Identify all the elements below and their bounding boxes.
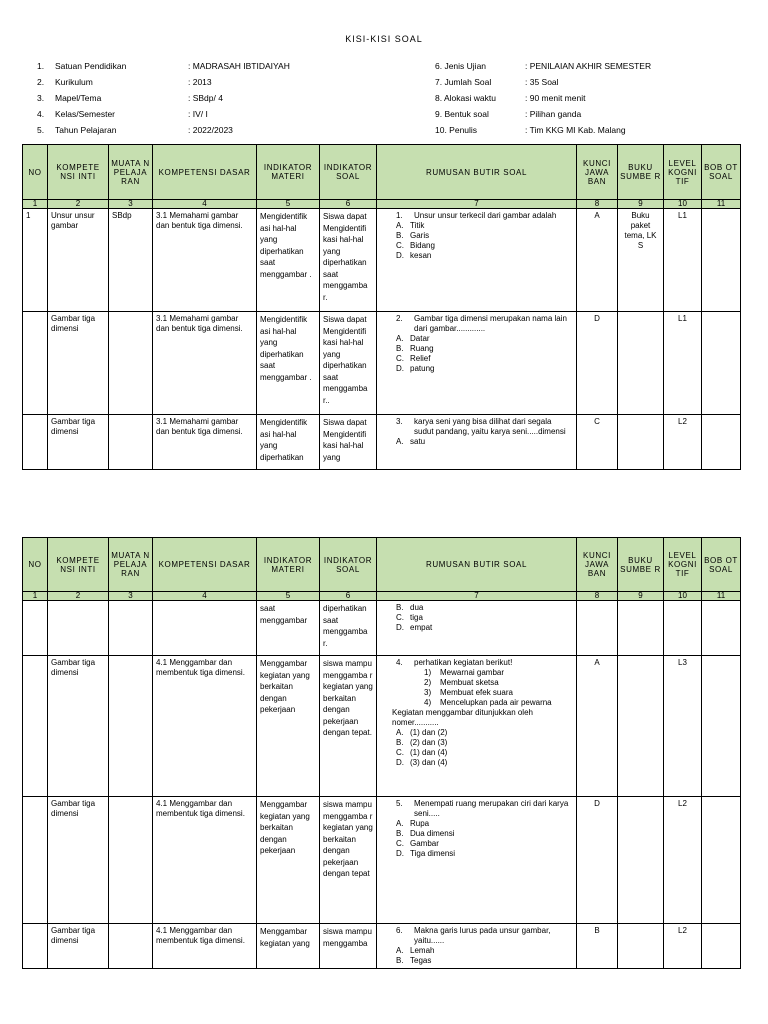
- cell-buku-sumber: Buku paket tema, LK S: [618, 209, 664, 312]
- answer-option: [380, 603, 573, 613]
- meta-value: : SBdp/ 4: [188, 93, 223, 103]
- answer-option: [380, 956, 573, 966]
- cell-level-kognitif: L2: [664, 797, 702, 924]
- column-number: 3: [109, 200, 153, 209]
- cell-indikator-soal: siswa mampu menggamba r kegiatan yang berkaitan dengan pekerjaan dengan tepat: [320, 797, 377, 924]
- header-buku-sumber: BUKU SUMBE R: [618, 538, 664, 592]
- cell-rumusan-soal: [377, 209, 577, 312]
- column-number: 2: [48, 200, 109, 209]
- cell-indikator-soal: Siswa dapat Mengidentifi kasi hal-hal yang diperhatikan saat menggamba r..: [320, 312, 377, 415]
- answer-option: [380, 946, 573, 956]
- option-text: (1) dan (2): [410, 728, 448, 737]
- cell-no: 1: [23, 209, 48, 312]
- kisi-kisi-table-1: [22, 144, 741, 470]
- cell-kunci-jawaban: D: [577, 797, 618, 924]
- sub-number: 4): [424, 698, 432, 707]
- option-letter: D.: [396, 758, 404, 767]
- cell-kompetensi-inti: Gambar tiga dimensi: [48, 656, 109, 797]
- question-line: [380, 417, 573, 437]
- cell-buku-sumber: [618, 797, 664, 924]
- meta-num: 5.: [37, 125, 45, 135]
- cell-muatan: SBdp: [109, 209, 153, 312]
- meta-label: 9. Bentuk soal: [435, 109, 489, 119]
- header-muatan-pelajaran: MUATA N PELAJA RAN: [109, 538, 153, 592]
- option-letter: A.: [396, 437, 404, 446]
- option-letter: B.: [396, 603, 404, 612]
- column-number: 4: [153, 592, 257, 601]
- meta-value: : 2013: [188, 77, 212, 87]
- answer-option: [380, 437, 573, 447]
- option-letter: C.: [396, 748, 404, 757]
- cell-kompetensi-dasar: 3.1 Memahami gambar dan bentuk tiga dimensi.: [153, 209, 257, 312]
- table-row: [23, 797, 741, 924]
- cell-buku-sumber: [618, 656, 664, 797]
- cell-level-kognitif: L1: [664, 209, 702, 312]
- question-line: [380, 799, 573, 819]
- meta-value: : 35 Soal: [525, 77, 559, 87]
- sub-text: Mewarnai gambar: [440, 668, 505, 677]
- answer-option: [380, 344, 573, 354]
- cell-indikator-materi: Mengidentifik asi hal-hal yang diperhatikan saat menggambar .: [257, 312, 320, 415]
- question-number: 6.: [396, 926, 403, 935]
- cell-rumusan-soal: [377, 656, 577, 797]
- meta-label: Satuan Pendidikan: [55, 61, 127, 71]
- option-text: (2) dan (3): [410, 738, 448, 747]
- option-letter: A.: [396, 819, 404, 828]
- answer-option: [380, 728, 573, 738]
- cell-level-kognitif: L2: [664, 415, 702, 470]
- answer-option: [380, 738, 573, 748]
- cell-kompetensi-dasar: 4.1 Menggambar dan membentuk tiga dimensi.: [153, 924, 257, 969]
- header-kompetensi-inti: KOMPETE NSI INTI: [48, 145, 109, 200]
- question-line: [380, 658, 573, 668]
- sub-item: [380, 688, 573, 698]
- cell-kunci-jawaban: C: [577, 415, 618, 470]
- meta-num: 2.: [37, 77, 45, 87]
- option-letter: A.: [396, 221, 404, 230]
- cell-kompetensi-inti: Gambar tiga dimensi: [48, 312, 109, 415]
- option-text: Dua dimensi: [410, 829, 455, 838]
- option-letter: C.: [396, 839, 404, 848]
- header-bobot-soal: BOB OT SOAL: [702, 145, 741, 200]
- option-text: Datar: [410, 334, 430, 343]
- option-text: Relief: [410, 354, 431, 363]
- header-indikator-materi: INDIKATOR MATERI: [257, 538, 320, 592]
- cell-no: [23, 415, 48, 470]
- option-letter: D.: [396, 849, 404, 858]
- cell-kompetensi-inti: Unsur unsur gambar: [48, 209, 109, 312]
- cell-buku-sumber: [618, 601, 664, 656]
- header-muatan-pelajaran: MUATA N PELAJA RAN: [109, 145, 153, 200]
- question-text: perhatikan kegiatan berikut!: [414, 658, 513, 667]
- option-letter: A.: [396, 946, 404, 955]
- cell-rumusan-soal: [377, 797, 577, 924]
- option-text: patung: [410, 364, 435, 373]
- meta-label: 6. Jenis Ujian: [435, 61, 487, 71]
- option-letter: C.: [396, 241, 404, 250]
- table-row: [23, 312, 741, 415]
- cell-bobot-soal: [702, 601, 741, 656]
- option-text: Bidang: [410, 241, 435, 250]
- answer-option: [380, 829, 573, 839]
- option-letter: A.: [396, 728, 404, 737]
- cell-kunci-jawaban: A: [577, 656, 618, 797]
- header-kompetensi-dasar: KOMPETENSI DASAR: [153, 145, 257, 200]
- question-line: [380, 211, 573, 221]
- meta-value: : 2022/2023: [188, 125, 233, 135]
- option-text: (3) dan (4): [410, 758, 448, 767]
- option-letter: B.: [396, 829, 404, 838]
- header-row: [23, 538, 741, 592]
- cell-buku-sumber: [618, 415, 664, 470]
- meta-label: Kelas/Semester: [55, 109, 115, 119]
- meta-label: 10. Penulis: [435, 125, 478, 135]
- header-row: [23, 145, 741, 200]
- meta-row: [37, 106, 290, 122]
- cell-kompetensi-dasar: [153, 601, 257, 656]
- option-letter: D.: [396, 364, 404, 373]
- meta-label: 8. Alokasi waktu: [435, 93, 496, 103]
- header-rumusan-butir-soal: RUMUSAN BUTIR SOAL: [377, 538, 577, 592]
- table-row: [23, 415, 741, 470]
- cell-level-kognitif: [664, 601, 702, 656]
- header-bobot-soal: BOB OT SOAL: [702, 538, 741, 592]
- option-letter: D.: [396, 623, 404, 632]
- answer-option: [380, 758, 573, 768]
- cell-kompetensi-dasar: 4.1 Menggambar dan membentuk tiga dimensi.: [153, 656, 257, 797]
- cell-rumusan-soal: [377, 415, 577, 470]
- meta-row: [435, 58, 651, 74]
- question-number: 2.: [396, 314, 403, 323]
- meta-value: : Pilihan ganda: [525, 109, 582, 119]
- option-text: Rupa: [410, 819, 430, 828]
- cell-no: [23, 924, 48, 969]
- answer-option: [380, 221, 573, 231]
- cell-level-kognitif: L2: [664, 924, 702, 969]
- meta-label: Tahun Pelajaran: [55, 125, 117, 135]
- option-text: Tiga dimensi: [410, 849, 456, 858]
- option-letter: B.: [396, 231, 404, 240]
- meta-row: [435, 122, 651, 138]
- cell-no: [23, 656, 48, 797]
- table-row: [23, 209, 741, 312]
- question-note: Kegiatan menggambar ditunjukkan oleh nomer...........: [392, 708, 533, 727]
- header-kompetensi-inti: KOMPETE NSI INTI: [48, 538, 109, 592]
- document-title: KISI-KISI SOAL: [345, 34, 423, 44]
- column-number-row: [23, 592, 741, 601]
- column-number: 2: [48, 592, 109, 601]
- cell-muatan: [109, 415, 153, 470]
- cell-kunci-jawaban: [577, 601, 618, 656]
- question-text: Makna garis lurus pada unsur gambar, yaitu......: [414, 926, 551, 945]
- cell-bobot-soal: [702, 797, 741, 924]
- cell-muatan: [109, 656, 153, 797]
- cell-kunci-jawaban: A: [577, 209, 618, 312]
- column-number: 11: [702, 200, 741, 209]
- meta-row: [37, 58, 290, 74]
- question-line: [380, 314, 573, 334]
- header-indikator-soal: INDIKATOR SOAL: [320, 145, 377, 200]
- column-number: 1: [23, 200, 48, 209]
- option-text: Ruang: [410, 344, 434, 353]
- kisi-kisi-table-2: [22, 537, 741, 969]
- cell-level-kognitif: L1: [664, 312, 702, 415]
- cell-buku-sumber: [618, 312, 664, 415]
- header-kunci-jawaban: KUNCI JAWA BAN: [577, 538, 618, 592]
- cell-kompetensi-dasar: 3.1 Memahami gambar dan bentuk tiga dimensi.: [153, 312, 257, 415]
- meta-row: [435, 74, 651, 90]
- header-indikator-soal: INDIKATOR SOAL: [320, 538, 377, 592]
- cell-bobot-soal: [702, 924, 741, 969]
- cell-kompetensi-dasar: 3.1 Memahami gambar dan bentuk tiga dimensi.: [153, 415, 257, 470]
- question-number: 4.: [396, 658, 403, 667]
- meta-value: : PENILAIAN AKHIR SEMESTER: [525, 61, 652, 71]
- column-number: 5: [257, 200, 320, 209]
- option-letter: D.: [396, 251, 404, 260]
- option-text: Tegas: [410, 956, 432, 965]
- column-number: 5: [257, 592, 320, 601]
- cell-indikator-materi: Menggambar kegiatan yang berkaitan dengan pekerjaan: [257, 797, 320, 924]
- header-rumusan-butir-soal: RUMUSAN BUTIR SOAL: [377, 145, 577, 200]
- cell-kunci-jawaban: B: [577, 924, 618, 969]
- cell-kunci-jawaban: D: [577, 312, 618, 415]
- sub-number: 2): [424, 678, 432, 687]
- header-kompetensi-dasar: KOMPETENSI DASAR: [153, 538, 257, 592]
- cell-kompetensi-inti: [48, 601, 109, 656]
- column-number: 9: [618, 592, 664, 601]
- cell-indikator-soal: siswa mampu menggamba: [320, 924, 377, 969]
- question-text: karya seni yang bisa dilihat dari segala sudut pandang, yaitu karya seni.....dimensi: [414, 417, 566, 436]
- cell-bobot-soal: [702, 209, 741, 312]
- option-text: Garis: [410, 231, 430, 240]
- option-text: (1) dan (4): [410, 748, 448, 757]
- option-text: tiga: [410, 613, 423, 622]
- cell-kompetensi-inti: Gambar tiga dimensi: [48, 924, 109, 969]
- answer-option: [380, 819, 573, 829]
- sub-item: [380, 698, 573, 708]
- meta-row: [37, 122, 290, 138]
- cell-rumusan-soal: [377, 312, 577, 415]
- column-number: 4: [153, 200, 257, 209]
- column-number: 3: [109, 592, 153, 601]
- column-number: 9: [618, 200, 664, 209]
- meta-left: [37, 58, 290, 138]
- cell-kompetensi-dasar: 4.1 Menggambar dan membentuk tiga dimensi.: [153, 797, 257, 924]
- meta-value: : IV/ I: [188, 109, 208, 119]
- question-number: 1.: [396, 211, 403, 220]
- cell-muatan: [109, 312, 153, 415]
- answer-option: [380, 839, 573, 849]
- answer-option: [380, 364, 573, 374]
- sub-text: Membuat sketsa: [440, 678, 499, 687]
- option-letter: B.: [396, 738, 404, 747]
- meta-row: [37, 74, 290, 90]
- column-number: 10: [664, 592, 702, 601]
- meta-label: Mapel/Tema: [55, 93, 102, 103]
- column-number: 8: [577, 592, 618, 601]
- meta-label: Kurikulum: [55, 77, 93, 87]
- question-line: [380, 926, 573, 946]
- meta-value: : MADRASAH IBTIDAIYAH: [188, 61, 290, 71]
- cell-level-kognitif: L3: [664, 656, 702, 797]
- option-letter: C.: [396, 354, 404, 363]
- cell-indikator-materi: Mengidentifik asi hal-hal yang diperhatikan saat menggambar .: [257, 209, 320, 312]
- option-letter: A.: [396, 334, 404, 343]
- column-number: 6: [320, 592, 377, 601]
- meta-row: [435, 90, 651, 106]
- cell-kompetensi-inti: Gambar tiga dimensi: [48, 415, 109, 470]
- meta-num: 4.: [37, 109, 45, 119]
- meta-num: 1.: [37, 61, 45, 71]
- option-text: Titik: [410, 221, 425, 230]
- question-number: 3.: [396, 417, 403, 426]
- cell-bobot-soal: [702, 415, 741, 470]
- cell-kompetensi-inti: Gambar tiga dimensi: [48, 797, 109, 924]
- cell-indikator-soal: Siswa dapat Mengidentifi kasi hal-hal yang: [320, 415, 377, 470]
- header-indikator-materi: INDIKATOR MATERI: [257, 145, 320, 200]
- header-kunci-jawaban: KUNCI JAWA BAN: [577, 145, 618, 200]
- option-text: kesan: [410, 251, 432, 260]
- meta-row: [37, 90, 290, 106]
- answer-option: [380, 623, 573, 633]
- cell-indikator-soal: Siswa dapat Mengidentifi kasi hal-hal yang diperhatikan saat menggamba r.: [320, 209, 377, 312]
- cell-indikator-soal: diperhatikan saat menggamba r.: [320, 601, 377, 656]
- answer-option: [380, 849, 573, 859]
- option-text: dua: [410, 603, 424, 612]
- option-text: empat: [410, 623, 433, 632]
- cell-muatan: [109, 601, 153, 656]
- cell-no: [23, 601, 48, 656]
- answer-option: [380, 241, 573, 251]
- cell-indikator-materi: saat menggambar: [257, 601, 320, 656]
- table-row: [23, 656, 741, 797]
- option-text: Gambar: [410, 839, 439, 848]
- answer-option: [380, 748, 573, 758]
- header-level-kognitif: LEVEL KOGNI TIF: [664, 145, 702, 200]
- column-number: 8: [577, 200, 618, 209]
- cell-no: [23, 797, 48, 924]
- cell-indikator-soal: siswa mampu menggamba r kegiatan yang berkaitan dengan pekerjaan dengan tepat.: [320, 656, 377, 797]
- header-no: NO: [23, 145, 48, 200]
- sub-item: [380, 678, 573, 688]
- column-number: 7: [377, 200, 577, 209]
- meta-label: 7. Jumlah Soal: [435, 77, 492, 87]
- table-row: [23, 924, 741, 969]
- answer-option: [380, 231, 573, 241]
- header-buku-sumber: BUKU SUMBE R: [618, 145, 664, 200]
- question-number: 5.: [396, 799, 403, 808]
- question-text: Gambar tiga dimensi merupakan nama lain dari gambar.............: [414, 314, 567, 333]
- cell-indikator-materi: Mengidentifik asi hal-hal yang diperhatikan: [257, 415, 320, 470]
- column-number: 10: [664, 200, 702, 209]
- sub-number: 1): [424, 668, 432, 677]
- cell-indikator-materi: Menggambar kegiatan yang: [257, 924, 320, 969]
- cell-bobot-soal: [702, 312, 741, 415]
- meta-right: [435, 58, 651, 138]
- column-number: 7: [377, 592, 577, 601]
- sub-text: Membuat efek suara: [440, 688, 513, 697]
- option-letter: C.: [396, 613, 404, 622]
- answer-option: [380, 354, 573, 364]
- option-letter: B.: [396, 344, 404, 353]
- cell-no: [23, 312, 48, 415]
- sub-text: Mencelupkan pada air pewarna: [440, 698, 552, 707]
- cell-muatan: [109, 924, 153, 969]
- meta-row: [435, 106, 651, 122]
- cell-bobot-soal: [702, 656, 741, 797]
- column-number: 11: [702, 592, 741, 601]
- answer-option: [380, 613, 573, 623]
- option-text: Lemah: [410, 946, 435, 955]
- header-level-kognitif: LEVEL KOGNI TIF: [664, 538, 702, 592]
- sub-item: [380, 668, 573, 678]
- sub-number: 3): [424, 688, 432, 697]
- question-text: Unsur unsur terkecil dari gambar adalah: [414, 211, 557, 220]
- cell-buku-sumber: [618, 924, 664, 969]
- answer-option: [380, 334, 573, 344]
- meta-value: : Tim KKG MI Kab. Malang: [525, 125, 626, 135]
- table-row: [23, 601, 741, 656]
- cell-muatan: [109, 797, 153, 924]
- option-text: satu: [410, 437, 426, 446]
- meta-value: : 90 menit menit: [525, 93, 586, 103]
- cell-rumusan-soal: [377, 601, 577, 656]
- column-number: 1: [23, 592, 48, 601]
- column-number-row: [23, 200, 741, 209]
- header-no: NO: [23, 538, 48, 592]
- column-number: 6: [320, 200, 377, 209]
- option-letter: B.: [396, 956, 404, 965]
- meta-num: 3.: [37, 93, 45, 103]
- cell-rumusan-soal: [377, 924, 577, 969]
- question-text: Menempati ruang merupakan ciri dari karya seni.....: [414, 799, 569, 818]
- cell-indikator-materi: Menggambar kegiatan yang berkaitan dengan pekerjaan: [257, 656, 320, 797]
- answer-option: [380, 251, 573, 261]
